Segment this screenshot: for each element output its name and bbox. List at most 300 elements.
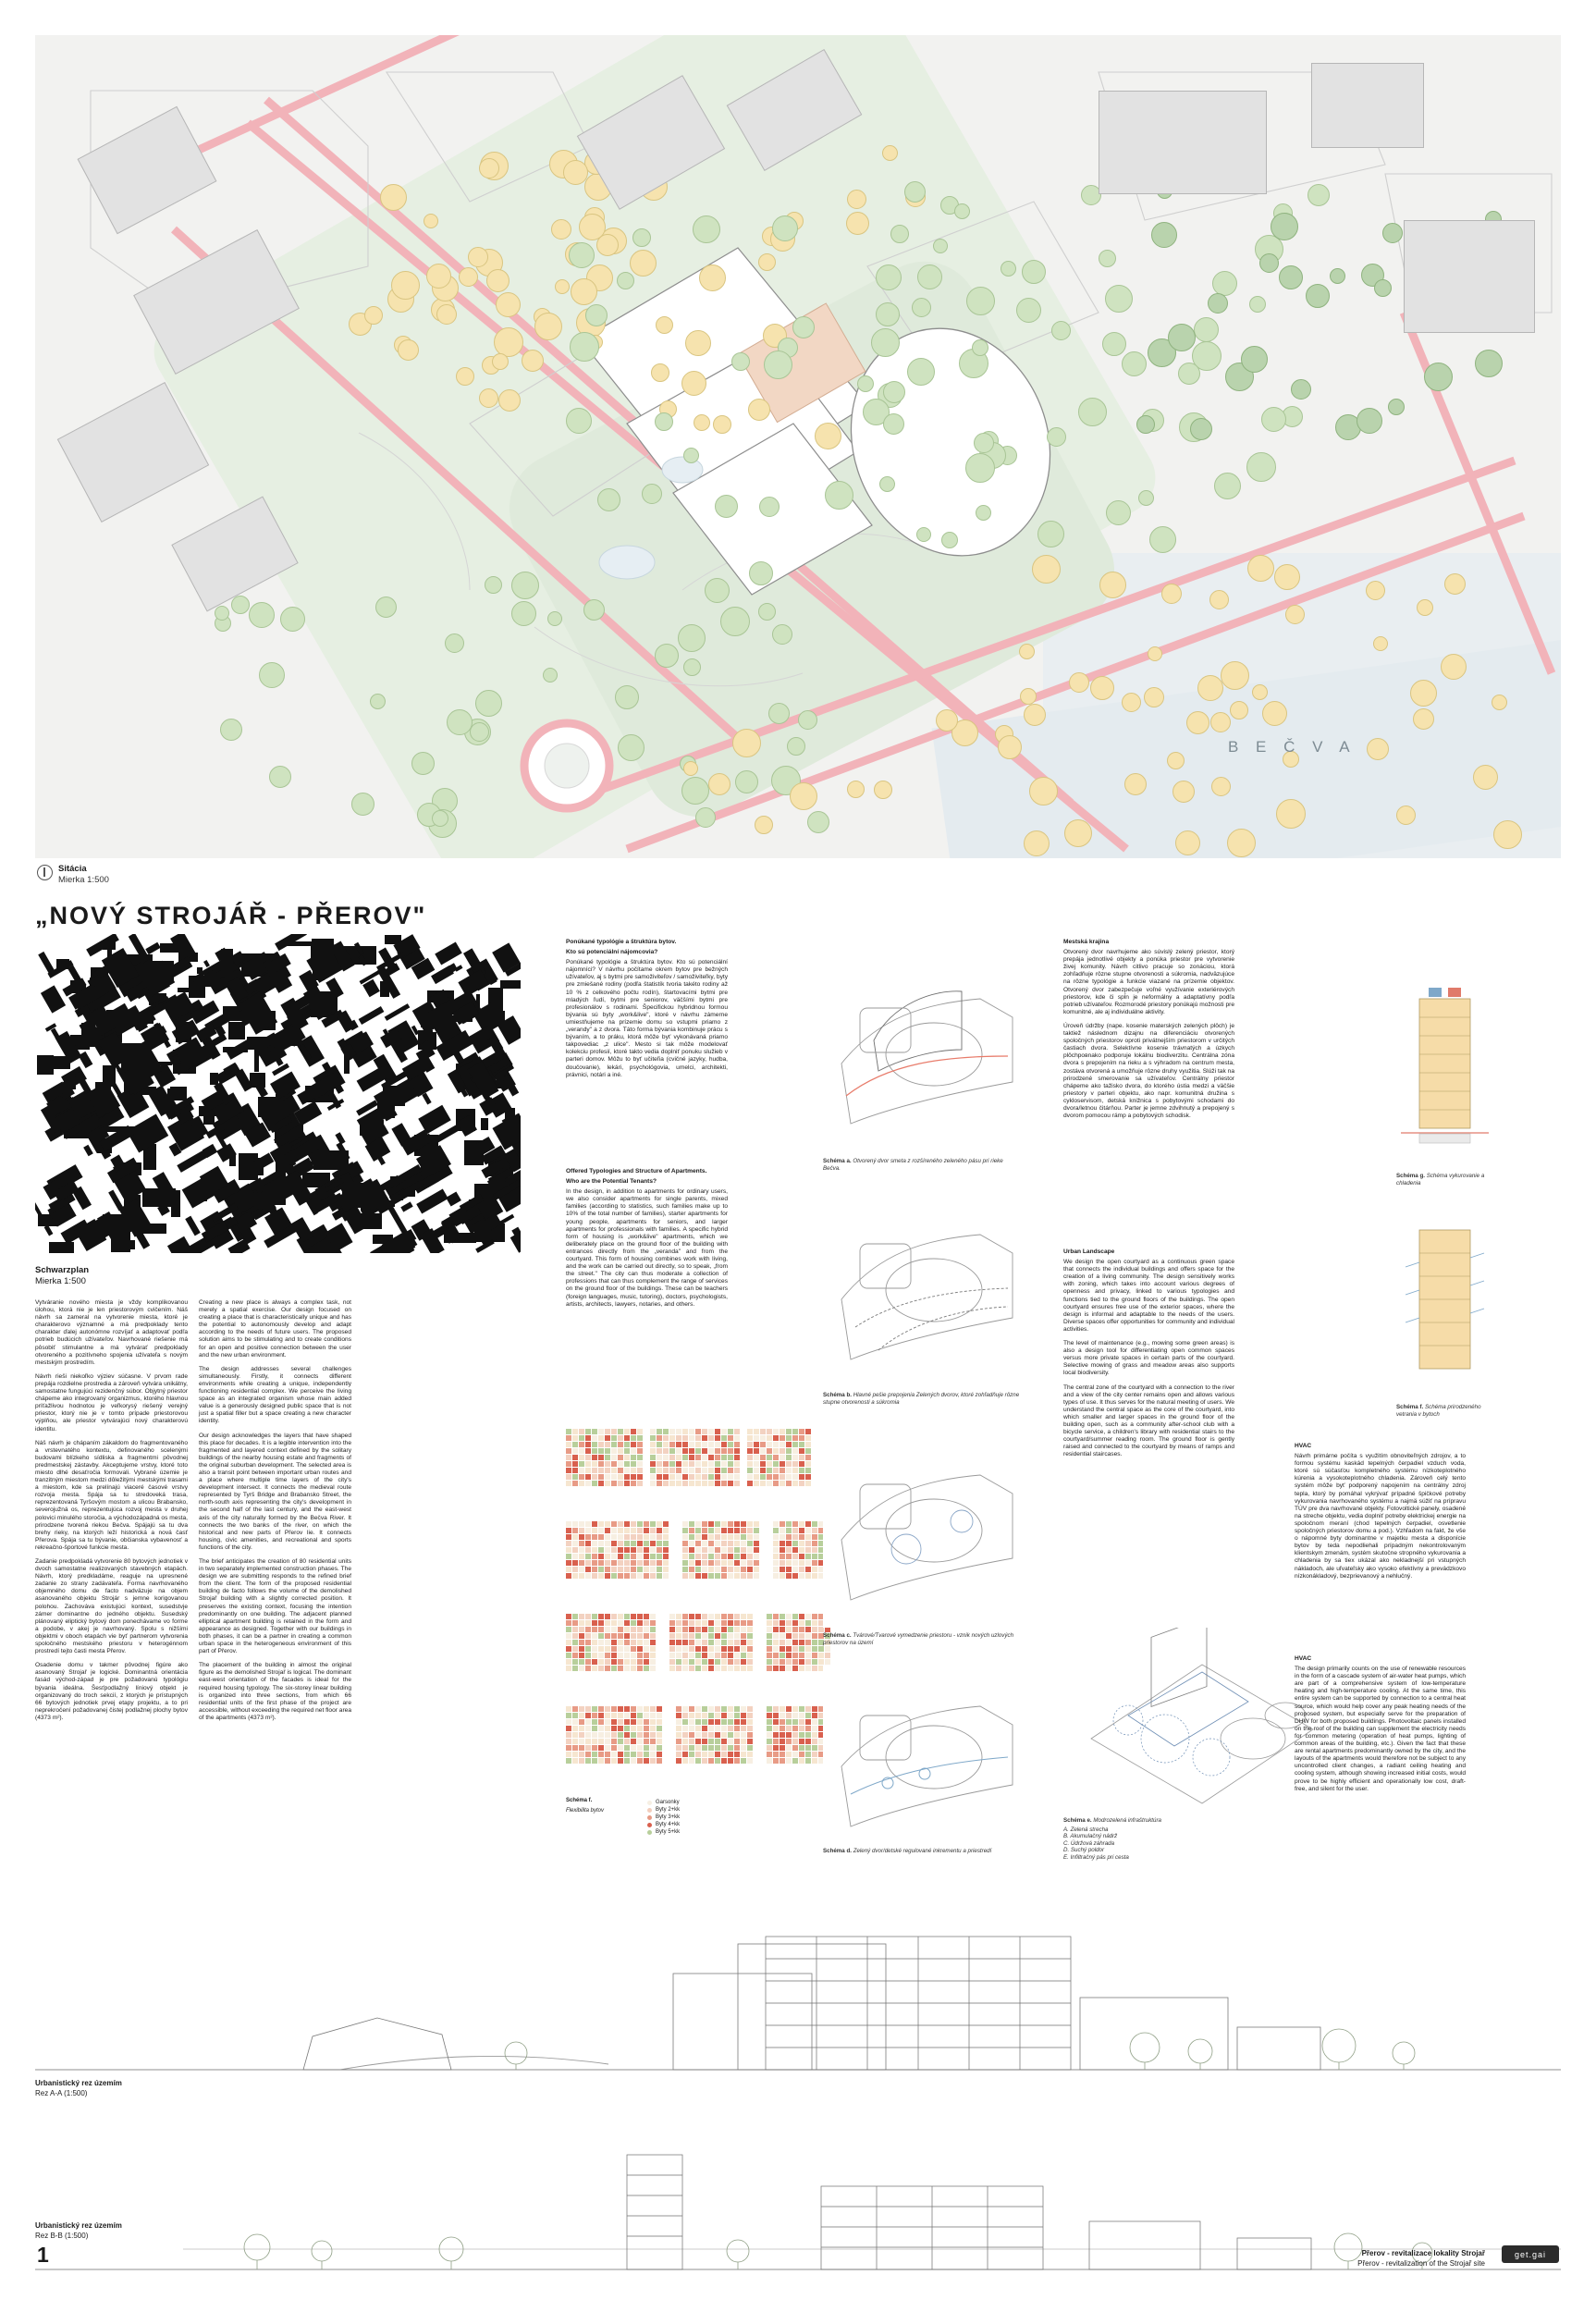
schwarzplan-block <box>342 1183 375 1208</box>
flexibility-matrix <box>566 1521 669 1579</box>
col1-p4: Zadanie predpokladá vytvorenie 80 bytových jednotiek v dvoch samostatne realizovaných stavebných etapách. Návrh, ktorý predkladáme, reaguje na upresnené zadanie zo strany zadávateľa. Forma navrhovaného objemného domu de facto nadväzuje na objem asanovaného objektu Strojár s jemne korigovanou polohou. Zachováva existujúci kontext, susedstvje zámer dominantne do jedného objektu. Susedský plánovaný eliptický bytový dom ponechávame vo forme a podobe, v akej je navrhovaný. Spolu s nižšími objektmi v oboch etapách vie byť partnerom vytvorenia spoločného mestského priestoru v heterogénnom prostredí tejto časti mesta Přerov. <box>35 1558 188 1655</box>
col6-p1: We design the open courtyard as a continuous green space that connects the individual buildings and offers space for the creation of a living community. The design sensitively works with zoning, which takes into account various degrees of openness and privacy, linked to various typologies and functions tied to the ground floors of the buildings. The open courtyard ensures free use of the exterior spaces, where the design is informal and adaptable to the needs of the users. Diverse spaces offer opportunities for community and individual activities. <box>1063 1259 1234 1333</box>
section-b-drawing <box>35 2110 1561 2286</box>
tree <box>1209 590 1229 609</box>
tree <box>1373 636 1388 651</box>
tree <box>1241 346 1268 373</box>
tree <box>380 184 407 211</box>
schwarzplan-caption-title: Schwarzplan <box>35 1265 90 1275</box>
col4-h1b: Who are the Potential Tenants? <box>566 1178 657 1186</box>
tree <box>883 413 904 435</box>
tree <box>597 488 620 511</box>
scheme-b-caption: Schéma b. Hlavné pešie prepojenia Zelených dvorov, ktoré zohľadňuje rôzne stupne otvorenosti a súkromia <box>823 1392 1020 1406</box>
col6-p3: The central zone of the courtyard with a connection to the river and a view of the city center remains open and allows various types of use. It thus serves for the natural meeting of users. We understand the central space as the core of the courtyard, into which smaller and larger spaces in the ground floor of the building open, such as a community after-school club with a bicycle service, a children's library with residential stairs to the courtyard/summer reading room. The ground floor is gently raised and connected to the courtyard by means of ramps and residential staircases. <box>1063 1384 1234 1458</box>
schwarzplan-block <box>141 961 174 983</box>
schwarzplan-block <box>352 1213 382 1229</box>
legend-item: Garsonky <box>647 1799 680 1806</box>
tree <box>705 578 730 603</box>
tree <box>912 298 931 317</box>
scheme-d-diagram <box>823 1665 1036 1845</box>
schwarzplan-caption <box>35 1265 89 1287</box>
schwarzplan-block <box>178 988 201 992</box>
tree <box>1230 701 1248 719</box>
tree <box>731 352 750 371</box>
tree <box>1493 820 1522 849</box>
schwarzplan-block <box>307 1090 320 1097</box>
col8-h1: HVAC <box>1295 1655 1312 1662</box>
tree <box>1148 646 1162 661</box>
siteplan-caption-scale: Mierka 1:500 <box>58 875 109 885</box>
tree <box>468 247 488 267</box>
flexibility-matrix <box>650 1429 740 1486</box>
schwarzplan-block <box>235 1193 265 1206</box>
tree <box>1247 555 1274 582</box>
scheme-g-caption: Schéma g. Schéma vykurovanie a chladenia <box>1396 1173 1485 1187</box>
tree <box>755 816 773 834</box>
tree <box>933 239 948 253</box>
tree <box>364 306 383 325</box>
tree <box>1271 213 1298 240</box>
tree <box>259 662 285 688</box>
tree <box>411 752 435 775</box>
tree <box>1032 555 1061 584</box>
flexibility-matrix <box>566 1614 656 1671</box>
legend-item: Byty 5+kk <box>647 1828 680 1836</box>
tree <box>1078 398 1107 426</box>
tree <box>1161 584 1182 604</box>
flexibility-matrix <box>669 1614 753 1671</box>
tree <box>876 302 900 326</box>
tree <box>445 633 464 653</box>
schwarzplan-block <box>255 1083 268 1098</box>
tree <box>694 414 710 431</box>
tree <box>798 710 817 730</box>
page-number: 1 <box>37 2243 49 2267</box>
section-a-drawing <box>35 1888 1561 2087</box>
scheme-e-items: A. Zelená strecha B. Akumulačný nádrž C. Údržová záhrada D. Suchý poldor E. Infiltračný pás pri cesta <box>1063 1826 1129 1861</box>
tree <box>655 412 673 431</box>
col3-h1: Ponúkané typológie a štruktúra bytov. <box>566 939 677 945</box>
schwarzplan-block <box>258 1097 276 1117</box>
col1-p3: Náš návrh je chápaním zákaldom do fragmentovaného a vrstevnatého kontextu, definovaného scelenými budovami blízkeho sídliska a fragmentmi pôvodnej predmestskej zástavby. Akceptujeme vrstvy, ktoré toto miesto dlhé desaťročia formovali. Vybrané územie je tranzitným miestom medzi dôležitými mestskými trasami a miestom, kde sa prelínajú viaceré časové vrstvy rozvoja mesta. Spája sa tu stredoveká trasa, reprezentovaná Tyršovým mostom a ulicou Brabansko, severojužná os, reprezentujúca rozvoj mesta v druhej polovici minulého storočia, a východozápadná os mesta, prirodzene tvorená riekou Bečva. Spájajú sa tu dva brehy rieky, na ktorých leží historická a nová časť Přerova. Spája sa tu bývanie, občianska vybavenosť a rekreačno-športové funkcie mesta. <box>35 1439 188 1551</box>
tree <box>965 453 995 483</box>
flexibility-matrix <box>747 1429 811 1486</box>
schwarzplan <box>35 934 521 1253</box>
schwarzplan-block <box>360 1120 384 1136</box>
tree <box>1016 298 1041 323</box>
studio-logo: get.gai <box>1502 2245 1559 2263</box>
tree <box>699 264 726 291</box>
legend-label: Schéma f. <box>566 1798 593 1803</box>
tree <box>1122 693 1141 712</box>
tree <box>479 388 498 408</box>
tree <box>566 408 592 434</box>
tree <box>569 242 595 268</box>
tree <box>708 773 730 795</box>
tree <box>759 497 780 517</box>
tree <box>1019 644 1035 659</box>
tree <box>1051 321 1071 340</box>
schwarzplan-block <box>375 1200 395 1207</box>
tree <box>585 304 608 326</box>
tree <box>1252 684 1268 700</box>
tree <box>1413 708 1434 730</box>
tree <box>749 561 773 585</box>
schwarzplan-block <box>385 1003 411 1021</box>
flexibility-matrix <box>767 1614 830 1671</box>
tree <box>426 264 451 289</box>
schwarzplan-block <box>481 1118 488 1130</box>
col2-p2: The design addresses several challenges simultaneously. Firstly, it connects different environments while creating a unique, independently functioning residential complex. We perceive the living space as an integrated organism whose main added value is a generously designed public space that is not just a spatial filler but a space creating a new character identity. <box>199 1365 351 1425</box>
tree <box>916 527 931 542</box>
schwarzplan-block <box>221 949 233 977</box>
tree <box>1388 399 1405 415</box>
tree <box>879 476 895 492</box>
tree <box>220 719 242 741</box>
tree <box>825 481 853 510</box>
tree <box>1441 654 1467 680</box>
col2-p3: Our design acknowledges the layers that have shaped this place for decades. It is a legible intervention into the fragmented and layered context defined by the solitary buildings of the nearby housing estate and fragments of the original suburban development. The selected area is also a transit point between important urban routes and a place where multiple time layers of the city's development intersect. It connects the medieval route represented by Tyrš Bridge and Brabansko Street, the north-south axis representing the city's development in the second half of the last century, and the east-west axis of the city naturally formed by the Bečva River. It connects the two banks of the river, on which the historical and new parts of Přerov lie. It connects housing, civic amenities, and recreational and sports functions of the city. <box>199 1432 351 1551</box>
tree <box>1249 296 1266 313</box>
scheme-e-caption: Schéma e. Modrozelená infraštruktúra A. Zelená strecha B. Akumulačný nádrž C. Údržová záhrada D. Suchý poldor E. Infiltračný pás pri cesta <box>1063 1817 1248 1862</box>
tree <box>966 287 995 315</box>
schwarzplan-block <box>416 1189 448 1214</box>
schwarzplan-block <box>115 1219 122 1245</box>
flexibility-matrix <box>773 1521 830 1579</box>
tree <box>1020 688 1037 705</box>
col8-p1: The design primarily counts on the use of renewable resources in the form of a cascade system of air-water heat pumps, which are part of a comprehensive system of low-temperature heating and high-temperature cooling. At the same time, this entire system can be supported by connection to a central heat source, which would help cover any peak heating needs of the proposed system, but especially serve for the preparation of DHW for both proposed buildings. Photovoltaic panels installed on the roof of the building can supplement the electricity needs for common metering (operation of heat pumps, lighting of common areas of the building, etc.). Given the fact that these are rental apartments predominantly owned by the city, and the layouts of the apartments would therefore not be subject to any uncontrolled client changes, a radiant ceiling heating and cooling system, although showing increased initial costs, would prove to be highly efficient and operationally low cost, draft-free, and silent for the user. <box>1295 1666 1466 1792</box>
schwarzplan-block <box>254 1050 259 1072</box>
text-column-en <box>199 1299 351 1728</box>
tree <box>391 271 420 300</box>
tree <box>475 690 502 717</box>
tree <box>1291 379 1311 400</box>
col2-p4: The brief anticipates the creation of 80 residential units in two separately implemented construction phases. The design we are submitting responds to the refined brief from the client. The form of the proposed residential building de facto follows the volume of the demolished Strojař building with a slightly corrected position. It preserves the existing context, focusing the intention predominantly on one building. The adjacent planned elliptical apartment building is retained in the form and appearance as designed. Together with our buildings in both phases, it can be a partner in creating a common urban space in the heterogeneous environment of this part of Přerov. <box>199 1558 351 1655</box>
tree <box>1330 268 1345 284</box>
tree <box>1029 777 1058 806</box>
tree <box>1211 777 1231 796</box>
tree <box>758 253 776 271</box>
tree <box>1144 687 1164 707</box>
tree <box>941 532 958 548</box>
schwarzplan-block <box>35 1200 43 1217</box>
legend-text: Flexibilita bytov <box>566 1808 605 1814</box>
tree <box>571 278 597 305</box>
tree <box>1047 427 1066 447</box>
tree <box>1136 415 1155 434</box>
schwarzplan-block <box>335 1132 345 1144</box>
schwarzplan-caption-scale: Mierka 1:500 <box>35 1276 86 1286</box>
flexibility-matrix <box>566 1429 643 1486</box>
schwarzplan-block <box>145 942 160 955</box>
tree <box>683 761 698 776</box>
page-title: „NOVÝ STROJÁŘ - PŘEROV" <box>35 902 427 929</box>
schwarzplan-block <box>400 1201 412 1211</box>
schwarzplan-block <box>247 1037 280 1050</box>
tree <box>1246 452 1276 482</box>
tree <box>1037 521 1064 547</box>
tree <box>1172 781 1195 803</box>
tree <box>630 250 657 277</box>
col3-h1b: Kto sú potenciální nájomcovia? <box>566 949 658 956</box>
flexibility-matrix <box>682 1521 759 1579</box>
schwarzplan-block <box>287 941 314 946</box>
tree <box>632 228 651 247</box>
tree <box>695 807 716 828</box>
schwarzplan-block <box>49 1242 74 1253</box>
tree <box>764 350 792 379</box>
tree <box>1099 250 1116 267</box>
legend-item: Byty 3+kk <box>647 1814 680 1821</box>
existing-building <box>1404 220 1535 333</box>
schwarzplan-block <box>263 1186 286 1205</box>
tree <box>907 358 935 386</box>
tree <box>735 770 758 793</box>
tree <box>398 339 419 361</box>
col3-p1: Ponúkané typológie a štruktúra bytov. Kto sú potenciální nájomníci? V návrhu počítame okrem bytov pre bežných užívateľov, aj s bytmi pre samoživiteľov / samoživiteľky, byty pre zmiešané rodiny (podľa štatistík tvoria takéto rodiny až 10 % z celkového počtu rodín), štartovacími bytmi pre mladých ľudí, bytmi pre seniorov, väčšími bytmi pre profesionálov s rodinami. Špecifickou hybridnou formou bývania sú byty „work&live", ktoré v návrhu zámerne umiestňujeme na prízemie domu so vstupmi priamo z „verandy" a z dvora. Táto forma bývania kombinuje prácu s bývaním, a to práku, ktorá môže byť vykonávaná priamo takpovediac „z ulice". Mesto si tak môže modelovať kolekciu profesií, ktoré takto vedia doplniť ponuku služieb v parteri domov. Môžu to byť učiteľia (cvičné jazyky, hudba, doučovanie), lekári, psychológovia, umelci, architekti, právnici, notári a iné. <box>566 959 728 1078</box>
tree <box>815 423 841 449</box>
tree <box>543 668 558 683</box>
tree <box>470 722 489 742</box>
schwarzplan-block <box>446 1191 461 1206</box>
tree <box>790 782 817 810</box>
tree <box>1274 564 1300 590</box>
tree <box>972 339 988 356</box>
tree <box>917 264 942 289</box>
tree <box>1069 672 1089 693</box>
flexibility-legend <box>566 1797 604 1818</box>
tree <box>1366 581 1385 600</box>
tree <box>1492 695 1507 710</box>
schwarzplan-block <box>422 1093 431 1105</box>
flexibility-matrix <box>676 1706 753 1764</box>
tree <box>656 316 673 334</box>
tree <box>1138 490 1154 506</box>
legend-dot <box>647 1808 652 1813</box>
col2-p1: Creating a new place is always a complex task, not merely a spatial exercise. Our design focused on creating a place that is characteristically unique and has the potential to autonomously develop and adapt according to the needs of future users. The proposed solution aims to be stimulating and to create conditions for an open and positive connection between the user and the new urban environment. <box>199 1299 351 1359</box>
legend-dot <box>647 1815 652 1820</box>
scheme-h-caption: Schéma f. Schéma prirodzeného vetrania v bytoch <box>1396 1404 1481 1418</box>
tree <box>882 145 898 161</box>
schwarzplan-block <box>44 1224 54 1236</box>
col5-h1: Mestská krajina <box>1063 939 1110 945</box>
tree <box>693 215 720 243</box>
tree <box>954 203 970 219</box>
tree <box>807 811 829 833</box>
tree <box>681 371 706 396</box>
tree <box>511 572 539 599</box>
tree <box>768 703 790 724</box>
tree <box>1475 350 1503 377</box>
tree <box>1064 819 1092 847</box>
scheme-a-diagram <box>823 953 1036 1151</box>
col6-p2: The level of maintenance (e.g., mowing some green areas) is also a design tool for differentiating open common spaces versus more private spaces in certain parts of the courtyard. Selective mowing of grass and meadow areas also supports local biodiversity. <box>1063 1340 1234 1377</box>
tree <box>485 576 502 594</box>
tree <box>215 606 229 621</box>
urban-section-a <box>35 1888 1561 2087</box>
tree <box>1149 526 1176 553</box>
tree <box>1001 261 1016 277</box>
tree <box>732 729 761 757</box>
tree <box>772 624 792 645</box>
tree <box>1424 363 1453 391</box>
schwarzplan-block <box>435 941 462 965</box>
tree <box>1208 293 1228 314</box>
schwarzplan-block <box>359 1006 385 1025</box>
tree <box>280 607 305 632</box>
tree <box>370 694 386 709</box>
tree <box>1382 223 1403 243</box>
tree <box>570 332 599 362</box>
tree <box>890 225 909 243</box>
tree <box>1473 765 1498 790</box>
col4-h1: Offered Typologies and Structure of Apartments. <box>566 1168 707 1174</box>
schwarzplan-block <box>485 1189 489 1211</box>
tree <box>522 350 544 372</box>
schwarzplan-block <box>287 1029 299 1046</box>
tree <box>1090 676 1114 700</box>
river-label: B E Č V A <box>1228 738 1357 756</box>
tree <box>857 375 874 392</box>
col5-p1: Otvorený dvor navrhujeme ako súvislý zelený priestor, ktorý prepája jednotlivé objekty a ponúka priestor pre vytvorenie živej komunity. Návrh citlivo pracuje so zonáciou, ktorá zohľadňuje rôzne stupne otvorenosti a súkromia, nadväzujúce na rôzne typológie a funkcie viazané na prízemie objektov. Otvorený dvor zabezpečuje voľné využívanie exteriérových priestorov, kde či spĺn je neformálny a adaptatívny podľa potrieb užívateľov. Rozmorodé priestory ponúkajú možnosti pre komunitné, ale aj individuálne aktivity. <box>1063 949 1234 1015</box>
text-column-urban-en <box>1063 1248 1234 1465</box>
schwarzplan-block <box>95 1082 111 1102</box>
schwarzplan-block <box>197 967 203 974</box>
tree <box>1262 701 1287 726</box>
tree <box>375 596 397 618</box>
col1-p5: Osadenie domu v takmer pôvodnej figúre ako asanovaný Strojař je logické. Dominantná orientácia fasád východ-západ je pre požadovanú typológiu bývania ideálna. Šesťpodlažný líniový objekt je organizovaný do troch sekcií, z ktorých je prístupných 66 bytových jednotiek prvej etapy projektu, a to pri neprekročení požadovanej čistej podlažnej plochy bytov (4373 m²). <box>35 1662 188 1721</box>
text-column-sk <box>35 1299 188 1728</box>
siteplan-scale-tag <box>37 864 109 886</box>
tree <box>551 219 571 240</box>
col6-h1: Urban Landscape <box>1063 1248 1115 1255</box>
tree <box>715 495 738 518</box>
tree <box>1190 418 1212 440</box>
legend-dot <box>647 1823 652 1827</box>
tree <box>1099 572 1126 598</box>
text-column-hvac-sk <box>1295 1443 1466 1587</box>
tree <box>231 596 250 614</box>
tree <box>720 607 750 636</box>
tree <box>1175 830 1200 855</box>
text-column-typologies-sk <box>566 939 728 1086</box>
col4-p1: In the design, in addition to apartments for ordinary users, we also consider apartments for single parents, mixed families (according to statistics, such families make up to 10% of the total number of families), starter apartments for young people, apartments for seniors, and larger apartments for professionals with families. A specific hybrid form of housing is „work&live" apartments, which we deliberately place on the ground floor of the building with entrances directly from the „veranda" and from the courtyard. This form of housing combines work with living, and the work can be carried out directly, so to speak, „from the street." The city can thus moderate a collection of professions that can thus complement the range of services on the ground floor of the buildings. These can be teachers (foreign languages, music, tutoring), doctors, psychologists, artists, architects, lawyers, notaries, and others. <box>566 1188 728 1308</box>
tree <box>1105 285 1133 313</box>
tree <box>883 381 905 403</box>
tree <box>511 601 536 626</box>
tree <box>876 264 902 290</box>
tree <box>1102 332 1126 356</box>
tree <box>1374 279 1392 297</box>
col1-p2: Návrh rieši niekoľko výziev súčasne. V prvom rade prepája rozdielne prostredia a zároveň vytvára unikátny, samostatne fungujúci rezidenčný súbor. Objytný priestor chápeme ako integrovaný organizmus, ktorého hlavnou príťažlivou hodnotou je veľkorysý riešený verejný priestor, ktorý nie je v tomto prípade priestorovou výplňou, ale priestor vytvárajúci nový charakterovú identitu. <box>35 1372 188 1433</box>
tree <box>678 624 706 652</box>
legend-dot <box>647 1830 652 1835</box>
tree <box>748 399 770 421</box>
schwarzplan-block <box>228 1022 245 1039</box>
tree <box>1022 260 1046 284</box>
tree <box>1261 407 1286 432</box>
tree <box>874 781 892 799</box>
tree <box>1186 711 1209 734</box>
tree <box>432 810 448 827</box>
tree <box>1106 500 1131 525</box>
tree <box>1285 605 1305 624</box>
roads-layer <box>35 35 1561 858</box>
schwarzplan-block <box>83 1145 93 1157</box>
footer-title: Přerov - revitalizace lokality Strojař <box>1361 2249 1485 2257</box>
tree <box>1212 271 1237 296</box>
tree <box>492 353 509 370</box>
tree <box>459 267 478 287</box>
schwarzplan-block <box>235 1119 254 1128</box>
tree <box>1168 324 1196 351</box>
tree <box>436 304 457 325</box>
flexibility-matrix <box>566 1706 662 1764</box>
schwarzplan-block <box>81 1023 95 1047</box>
schwarzplan-block <box>204 973 220 987</box>
schwarzplan-block <box>122 1240 135 1249</box>
tree <box>1122 351 1147 376</box>
section-b-caption: Urbanistický rez územím Rez B-B (1:500) <box>35 2221 122 2240</box>
scheme-c-diagram <box>823 1429 1036 1628</box>
tree <box>683 448 699 463</box>
urban-section-b <box>35 2110 1561 2286</box>
existing-building <box>1311 63 1424 148</box>
scheme-b-diagram <box>823 1188 1036 1387</box>
tree <box>498 389 521 412</box>
hvac-ventilation-diagram <box>1396 1211 1498 1396</box>
schwarzplan-block <box>167 1088 173 1106</box>
tree <box>976 505 991 521</box>
schwarzplan-block <box>500 980 521 989</box>
tree <box>655 644 679 668</box>
tree <box>555 279 570 294</box>
section-a-caption: Urbanistický rez územím Rez A-A (1:500) <box>35 2079 122 2097</box>
tree <box>787 737 805 756</box>
tree <box>424 214 438 228</box>
tree <box>1276 799 1306 829</box>
tree <box>1167 752 1185 769</box>
tree <box>617 272 634 289</box>
tree <box>1367 738 1389 760</box>
hvac-heating-diagram <box>1396 980 1498 1165</box>
schwarzplan-block <box>185 1216 201 1236</box>
scheme-e-diagram <box>1063 1628 1332 1813</box>
tree <box>713 415 731 434</box>
tree <box>758 603 776 621</box>
tree <box>249 602 275 628</box>
tree <box>998 735 1022 759</box>
tree <box>1279 265 1303 289</box>
site-plan <box>35 35 1561 858</box>
tree <box>642 484 662 504</box>
tree <box>846 212 869 235</box>
scheme-d-caption: Schéma d. Zelený dvor/detské regulované inkrementu a priestredí <box>823 1848 992 1854</box>
tree <box>1410 680 1437 707</box>
scheme-a-caption: Schéma a. Otvorený dvor smeta z rozšíreného zeleného pásu pri rieke Bečva. <box>823 1158 1003 1172</box>
footer-title-block <box>1357 2249 1485 2269</box>
tree <box>1151 222 1177 248</box>
tree <box>936 709 958 732</box>
tree <box>1221 661 1249 690</box>
col2-p5: The placement of the building in almost the original figure as the demolished Strojař is logical. The dominant east-west orientation of the facades is ideal for the required housing typology. The six-storey linear building is organized into three sections, from which 66 residential units of the first phase of the project are accessible, without exceeding the required net floor area of the apartments (4373 m²). <box>199 1662 351 1721</box>
tree <box>1178 363 1200 385</box>
tree <box>1210 712 1231 732</box>
schwarzplan-block <box>160 943 184 953</box>
col7-p1: Návrh primárne počíta s využitím obnoviteľných zdrojov, a to formou systému kaskád tepelných čerpadiel vzduch voda, ktoré sú súčasťou kompletného systému nízkoteplotného kúrenia a vysokoteplotného chladenia. Zároveň celý tento systém môže byť podporený napojením na centrálny zdroj tepla, ktorý by pomáhal vykrývať prípadné špičkové potreby vykurovania navrhovaného systému a najmä súžiť na prípravu TÚV pre dva navrhované objekty. Fotovoltické panely, osadené na streche objektu, vedia doplniť potreby elektrickej energie na spoločnom meraní (chod tepelných čerpadiel, osvetlenie spoločných priestorov domu a pod.). Vzhľadom na fakt, že vše o nápomné byty dominantne v majetku mesta a disponície bytov by teda nepodliehali prípadným nekontrolovaným klientskym zmenám, systém skutočne stropného vykurovania a chladenia by sa tiex ukázal ako nekladnejší pri vstupných nákladoch, ale uľvateľsky ako vysoko efektívny a prevádzkovo nízkonákladový, bezprievanový a nehlučný. <box>1295 1453 1466 1580</box>
legend-item: Byty 4+kk <box>647 1821 680 1828</box>
tree <box>1259 253 1279 273</box>
